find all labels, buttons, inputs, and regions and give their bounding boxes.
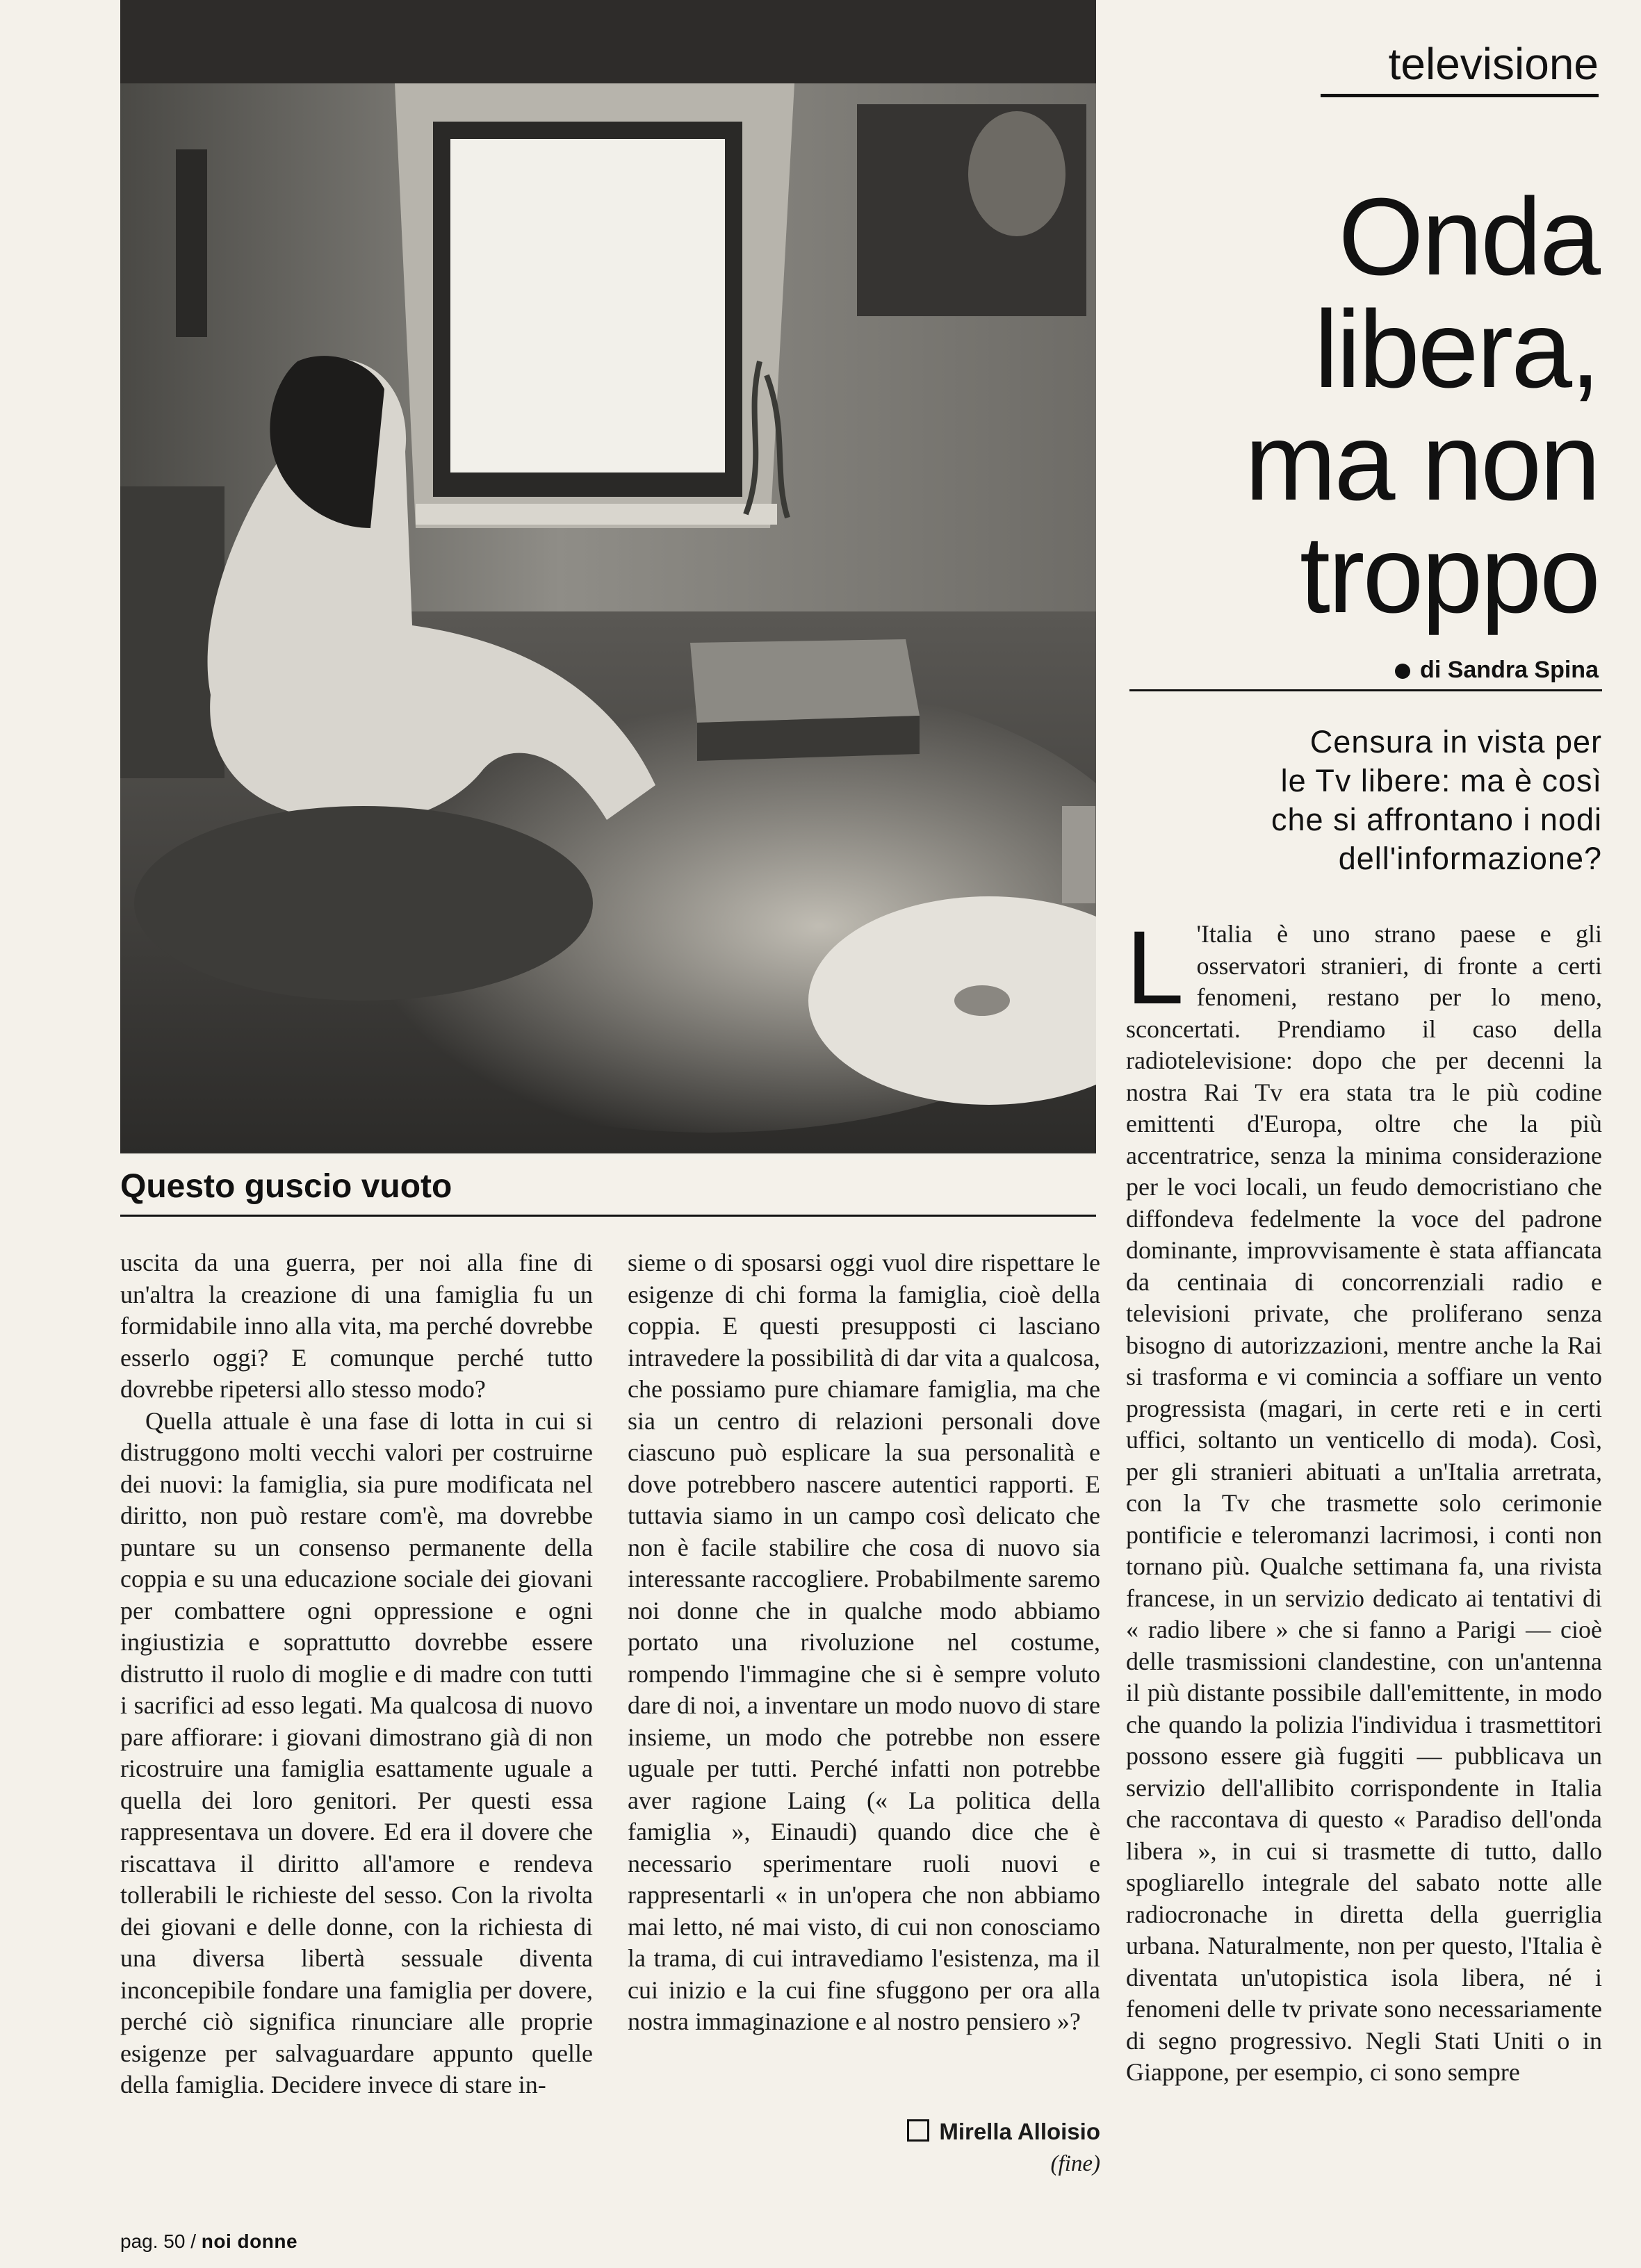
page-number: pag. 50	[120, 2230, 186, 2252]
end-mark: (fine)	[1050, 2151, 1100, 2176]
signoff	[628, 2119, 1100, 2145]
headline	[1126, 176, 1599, 636]
column-1	[120, 1247, 593, 2101]
author-name: Mirella Alloisio	[939, 2119, 1100, 2144]
subhead-line: dell'informazione?	[1338, 841, 1602, 876]
page-footer	[120, 2230, 297, 2253]
headline-line: troppo	[1299, 513, 1599, 636]
subhead-line: che si affrontano i nodi	[1271, 802, 1602, 837]
paragraph: Quella attuale è una fase di lotta in cui si distruggono molti vecchi valori per costruirne dei nuovi: la famiglia, sia pure modificata nel diritto, non può restare com'è, ma dovrebbe puntare su un consenso permanente della coppia e su una educazione sociale dei giovani per combattere ogni oppressione e ogni ingiustizia e soprattutto dovrebbe essere distrutto il ruolo di moglie e di madre con tutti i sacrifici ad esso legati. Ma qualcosa di nuovo pare affiorare: i giovani dimostrano già di non ricostruire una famiglia esattamente uguale a quella dei loro genitori. Per questi essa rappresentava un dovere. Ed era il dovere che riscattava il diritto all'amore e rendeva tollerabili le richieste del sesso. Con la rivolta dei giovani e delle donne, con la richiesta di una diversa libertà sessuale diventa inconcepibile fondare una famiglia per dovere, perché ciò significa rinunciare alle proprie esigenze per salvaguardare appunto quelle della famiglia. Decidere invece di stare in-	[120, 1406, 593, 2098]
subhead-line: Censura in vista per	[1309, 724, 1602, 759]
subhead	[1140, 723, 1602, 878]
bullet-icon	[1395, 664, 1410, 679]
byline-text: di Sandra Spina	[1420, 657, 1599, 683]
separator: /	[190, 2230, 196, 2252]
photo-woman-by-window	[120, 0, 1096, 1153]
divider	[1129, 689, 1602, 691]
drop-cap: L	[1126, 909, 1184, 1026]
headline-line: ma non	[1244, 401, 1599, 523]
paragraph: sieme o di sposarsi oggi vuol dire rispettare le esigenze di chi forma la famiglia, cioè della coppia. E questi presupposti ci lasciano intravedere la possibilità di dar vita a qualcosa, che possiamo pure chiamare famiglia, ma che sia un centro di relazioni personali dove ciascuno può esplicare la sua personalità e dove potrebbero nascere autentici rapporti. E tuttavia siamo in un campo così delicato che non è facile stabilire che cosa di nuovo sia interessante raccogliere. Probabilmente saremo noi donne che in qualche modo abbiamo portato una rivoluzione nel costume, rompendo l'immagine che si è sempre voluto dare di noi, a inventare un modo nuovo di stare insieme, un modo che potrebbe non essere uguale per tutti. Perché infatti non potrebbe aver ragione Laing (« La politica della famiglia », Einaudi) quando dice che è necessario sperimentare ruoli nuovi e rappresentarli « in un'opera che non abbiamo mai letto, né mai visto, di cui non conosciamo la trama, di cui intravediamo l'esistenza, ma il cui inizio e la cui fine sfuggono per ora alla nostra immaginazione e al nostro pensiero »?	[628, 1249, 1100, 2035]
subhead-line: le Tv libere: ma è così	[1280, 763, 1602, 798]
column-3	[1126, 909, 1602, 2089]
headline-line: Onda	[1338, 176, 1599, 298]
magazine-name: noi donne	[201, 2230, 298, 2252]
paragraph: 'Italia è uno strano paese e gli osservatori stranieri, di fronte a certi fenomeni, restano per lo meno, sconcertati. Prendiamo il caso della radiotelevisione: dopo che per decenni la nostra Rai Tv era stata tra le più codine emittenti d'Europa, oltre che la più accentratrice, senza la minima considerazione per le voci locali, un feudo democristiano che diffondeva fedelmente la voce del padrone dominante, improvvisamente è stata affiancata da centinaia di concorrenziali radio e televisioni private, che proliferano senza bisogno di autorizzazioni, mentre anche la Rai si trasforma e vi comincia a soffiare un vento progressista (magari, in certe reti e in certi uffici, soltanto un venticello di moda). Così, per gli stranieri abituati a un'Italia arretrata, con la Tv che trasmette solo cerimonie pontificie e teleromanzi lacrimosi, i conti non tornano più. Qualche settimana fa, una rivista francese, in un servizio dedicato ai tentativi di « radio libere » che si fanno a Parigi — cioè delle trasmissioni clandestine, con un'antenna il più distante possibile dall'emittente, in modo che quando la polizia l'individua i trasmettitori possono essere già fuggiti — pubblicava un servizio dell'allibito corrispondente in Italia che raccontava di questo « Paradiso dell'onda libera », in cui si trasmette di tutto, dallo spogliarello integrale del sabato notte alle radiocronache in diretta della guerriglia urbana. Naturalmente, non per questo, l'Italia è diventata un'utopistica isola libera, né i fenomeni delle tv private sono necessariamente di segno progressivo. Negli Stati Uniti o in Giappone, per esempio, ci sono sempre	[1126, 920, 1602, 2086]
sidebar-title: Questo guscio vuoto	[120, 1168, 452, 1205]
column-2	[628, 1247, 1100, 2038]
divider	[120, 1215, 1096, 1217]
section-label: televisione	[1321, 38, 1599, 97]
headline-line: libera,	[1314, 288, 1599, 411]
byline	[1126, 657, 1599, 684]
paragraph: uscita da una guerra, per noi alla fine di un'altra la creazione di una famiglia fu un formidabile inno alla vita, ma perché dovrebbe esserlo oggi? E comunque perché tutto dovrebbe ripetersi allo stesso modo?	[120, 1249, 593, 1403]
end-box-icon	[907, 2119, 929, 2142]
